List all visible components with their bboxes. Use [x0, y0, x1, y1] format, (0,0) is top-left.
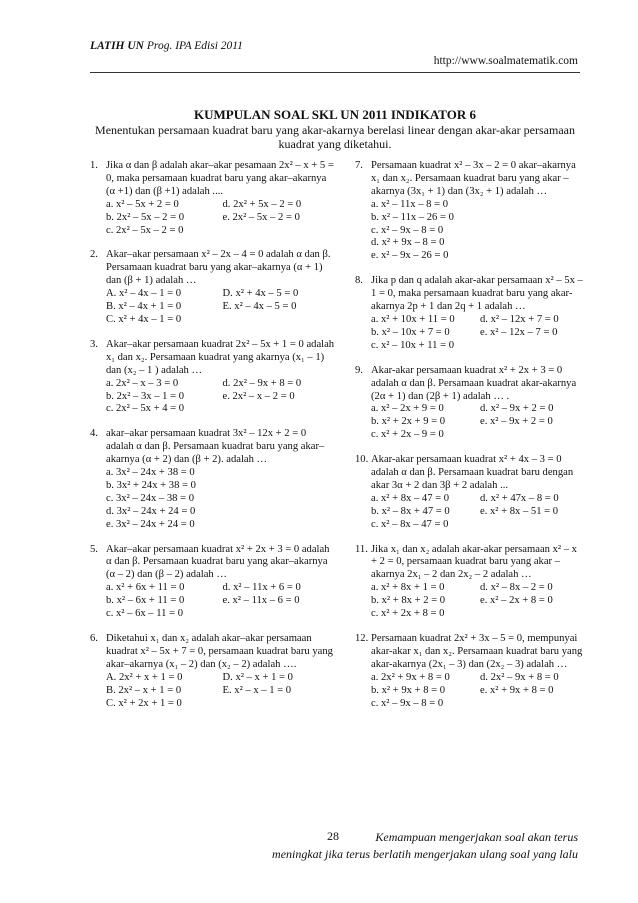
question-number: 10. [355, 454, 369, 466]
answer-option: d. x² + 9x – 8 = 0 [371, 237, 445, 249]
page-number: 28 [327, 829, 339, 843]
answer-option: C. x² + 2x + 1 = 0 [106, 697, 182, 709]
question-body [106, 428, 335, 531]
answer-option: A. 2x² + x + 1 = 0 [106, 671, 183, 683]
answer-option: a. x² + 6x + 11 = 0 [106, 582, 185, 594]
question-number: 8. [355, 275, 363, 287]
question-body [106, 633, 335, 710]
question [90, 428, 335, 531]
answer-option: e. x² + 8x – 51 = 0 [480, 505, 559, 517]
answer-option: b. x² + 9x + 8 = 0 [371, 684, 446, 696]
footer-motto [272, 829, 578, 863]
question-text: Akar-akar persamaan kuadrat x² + 4x – 3 = 0 adalah α dan β. Persamaan kuadrat baru dengan akar 3α + 2 dan 3β + 2 adalah ... [371, 454, 574, 491]
answer-option: e. x² – 2x + 8 = 0 [480, 595, 553, 607]
answer-option: b. 2x² – 3x – 1 = 0 [106, 390, 185, 402]
question [90, 160, 335, 237]
answer-option: b. x² – 11x – 26 = 0 [371, 211, 454, 223]
header-divider [90, 72, 580, 73]
question-number: 12. [355, 633, 369, 644]
answer-options [106, 672, 335, 711]
answer-option: E. x² – x – 1 = 0 [222, 684, 292, 696]
question-body [371, 365, 585, 442]
answer-option: B. 2x² – x + 1 = 0 [106, 684, 182, 696]
answer-option: d. 2x² – 9x + 8 = 0 [480, 671, 559, 683]
question-body [371, 544, 585, 621]
footer-line-1: Kemampuan mengerjakan soal akan terus [375, 830, 578, 844]
answer-options [106, 199, 335, 238]
question [355, 633, 585, 710]
answer-option: d. x² – 9x + 2 = 0 [480, 403, 554, 415]
answer-option: e. x² – 12x – 7 = 0 [480, 326, 558, 338]
question-number: 2. [90, 249, 98, 261]
question-text: Akar–akar persamaan kuadrat 2x² – 5x + 1 = 0 adalah x₁ dan x₂. Persamaan kuadrat yang akarnya (x₁ – 1) dan (x₂ – 1 ) adalah … [106, 338, 335, 376]
question-text: Akar–akar persamaan kuadrat x² + 2x + 3 = 0 adalah α dan β. Persamaan kuadrat baru yang akar–akarnya (α – 2) dan (β – 2) adalah … [106, 543, 330, 581]
answer-option: e. x² – 11x – 6 = 0 [222, 595, 300, 607]
footer-line-2: meningkat jika terus berlatih mengerjakan ulang soal yang lalu [272, 847, 578, 861]
answer-option: a. x² + 10x + 11 = 0 [371, 313, 455, 325]
question-number: 6. [90, 633, 98, 644]
question-text: Jika x₁ dan x₂ adalah akar-akar persamaan x² – x + 2 = 0, persamaan kuadrat baru yang akar – akarnya 2x₁ – 2 dan 2x₂ – 2 adalah … [371, 543, 577, 581]
answer-option: e. 2x² – 5x – 2 = 0 [222, 211, 300, 223]
answer-option: E. x² – 4x – 5 = 0 [222, 301, 297, 313]
answer-option: c. x² – 9x – 8 = 0 [371, 697, 444, 709]
answer-option: a. 2x² + 9x + 8 = 0 [371, 671, 450, 683]
answer-option: a. x² + 8x + 1 = 0 [371, 582, 445, 594]
question-body [371, 275, 585, 352]
answer-option: e. 2x² – x – 2 = 0 [222, 390, 295, 402]
answer-option: c. x² + 2x – 9 = 0 [371, 429, 444, 441]
question [90, 249, 335, 326]
answer-option: D. x² + 4x – 5 = 0 [222, 288, 299, 300]
question [355, 544, 585, 621]
answer-option: c. x² + 2x + 8 = 0 [371, 608, 445, 620]
question-number: 9. [355, 364, 363, 376]
answer-option: e. x² – 9x + 2 = 0 [480, 416, 553, 428]
answer-option: a. 3x² – 24x + 38 = 0 [106, 467, 195, 479]
answer-option: e. 3x² – 24x + 24 = 0 [106, 518, 195, 530]
question-body [106, 339, 335, 416]
answer-option: c. x² – 10x + 11 = 0 [371, 339, 454, 351]
answer-option: d. 2x² + 5x – 2 = 0 [222, 198, 302, 210]
answer-option: a. x² – 2x + 9 = 0 [371, 403, 444, 415]
answer-option: d. 3x² – 24x + 24 = 0 [106, 505, 196, 517]
header-edition: Prog. IPA Edisi 2011 [144, 40, 243, 52]
answer-options [371, 403, 585, 442]
answer-option: d. x² – 8x – 2 = 0 [480, 582, 553, 594]
question-text: Persamaan kuadrat 2x² + 3x – 5 = 0, mempunyai akar-akar x₁ dan x₂. Persamaan kuadrat baru yang akar-akarnya (2x₁ – 3) dan (2x₂ – 3) adalah … [371, 633, 583, 670]
answer-option: b. x² – 8x + 47 = 0 [371, 505, 450, 517]
answer-option: c. 2x² – 5x – 2 = 0 [106, 224, 184, 236]
answer-options [371, 672, 585, 711]
question-body [106, 249, 335, 326]
answer-option: A. x² – 4x – 1 = 0 [106, 288, 182, 300]
answer-option: d. x² + 47x – 8 = 0 [480, 492, 559, 504]
question-body [371, 454, 585, 531]
answer-option: a. 2x² – x – 3 = 0 [106, 377, 179, 389]
answer-options [106, 378, 335, 417]
answer-option: b. x² + 2x + 9 = 0 [371, 416, 446, 428]
question-number: 11. [355, 543, 368, 555]
answer-options [106, 582, 335, 621]
question-text: Jika p dan q adalah akar-akar persamaan x² – 5x – 1 = 0, maka persamaan kuadrat baru yang akar-akarnya 2p + 1 dan 2q + 1 adalah … [371, 275, 583, 313]
question-body [106, 544, 335, 621]
answer-options [371, 582, 585, 621]
question-text: Diketahui x₁ dan x₂ adalah akar–akar persamaan kuadrat x² – 5x + 7 = 0, persamaan kuadrat baru yang akar–akarnya (x₁ – 2) dan (x₂ – 2) adalah …. [106, 633, 333, 670]
question-number: 4. [90, 428, 98, 440]
answer-option: D. x² – x + 1 = 0 [222, 671, 293, 683]
answer-option: d. x² – 12x + 7 = 0 [480, 313, 559, 325]
answer-option: e. x² – 9x – 26 = 0 [371, 250, 449, 262]
header-url[interactable]: http://www.soalmatematik.com [433, 55, 578, 67]
answer-option: c. x² – 9x – 8 = 0 [371, 224, 444, 236]
answer-option: B. x² – 4x + 1 = 0 [106, 301, 182, 313]
answer-option: C. x² + 4x – 1 = 0 [106, 313, 182, 325]
answer-option: c. 3x² – 24x – 38 = 0 [106, 492, 195, 504]
question-number: 5. [90, 543, 98, 555]
question-number: 1. [90, 160, 98, 171]
header-left [90, 40, 243, 52]
left-column [90, 160, 335, 722]
question-body [371, 633, 585, 710]
answer-option: c. 2x² – 5x + 4 = 0 [106, 403, 185, 415]
question-number: 7. [355, 160, 363, 171]
answer-options [106, 467, 335, 532]
question [355, 454, 585, 531]
answer-option: a. x² – 11x – 8 = 0 [371, 198, 449, 210]
answer-option: b. x² – 6x + 11 = 0 [106, 595, 185, 607]
question [90, 633, 335, 710]
answer-option: d. 2x² – 9x + 8 = 0 [222, 377, 302, 389]
question [90, 339, 335, 416]
question-text: Jika α dan β adalah akar–akar pesamaan 2x² – x + 5 = 0, maka persamaan kuadrat baru yang akar–akarnya (α +1) dan (β +1) adalah .... [106, 160, 334, 197]
answer-options [106, 288, 335, 327]
question-number: 3. [90, 338, 98, 350]
question [355, 160, 585, 263]
question [355, 365, 585, 442]
question-body [371, 160, 585, 263]
question-text: Akar-akar persamaan kuadrat x² + 2x + 3 = 0 adalah α dan β. Persamaan kuadrat akar-akarnya (2α + 1) dan (2β + 1) adalah … . [371, 364, 577, 402]
answer-option: e. x² + 9x + 8 = 0 [480, 684, 554, 696]
question-text: akar–akar persamaan kuadrat 3x² – 12x + 2 = 0 adalah α dan β. Persamaan kuadrat baru yang akar–akarnya (α + 2) dan (β + 2). adalah … [106, 428, 325, 466]
answer-option: a. x² + 8x – 47 = 0 [371, 492, 450, 504]
answer-options [371, 199, 585, 264]
question [355, 275, 585, 352]
right-column [355, 160, 585, 722]
answer-option: a. x² – 5x + 2 = 0 [106, 198, 179, 210]
answer-option: b. 2x² – 5x – 2 = 0 [106, 211, 185, 223]
answer-option: b. x² – 10x + 7 = 0 [371, 326, 450, 338]
answer-option: c. x² – 8x – 47 = 0 [371, 518, 449, 530]
page-title: KUMPULAN SOAL SKL UN 2011 INDIKATOR 6 [194, 107, 476, 122]
answer-options [371, 314, 585, 353]
answer-option: b. 3x² + 24x + 38 = 0 [106, 479, 196, 491]
header-series: LATIH UN [90, 40, 144, 52]
question-text: Akar–akar persamaan x² – 2x – 4 = 0 adalah α dan β. Persamaan kuadrat baru yang akar–akarnya (α + 1) dan (β + 1) adalah … [106, 249, 331, 287]
question [90, 544, 335, 621]
page-subtitle: Menentukan persamaan kuadrat baru yang akar-akarnya berelasi linear dengan akar-akar persamaan kuadrat yang diketahui. [95, 123, 575, 151]
answer-option: d. x² – 11x + 6 = 0 [222, 582, 301, 594]
answer-option: b. x² + 8x + 2 = 0 [371, 595, 446, 607]
question-body [106, 160, 335, 237]
answer-options [371, 493, 585, 532]
question-text: Persamaan kuadrat x² – 3x – 2 = 0 akar–akarnya x₁ dan x₂. Persamaan kuadrat baru yang akar – akarnya (3x₁ + 1) dan (3x₂ + 1) adalah … [371, 160, 576, 197]
answer-option: c. x² – 6x – 11 = 0 [106, 608, 184, 620]
